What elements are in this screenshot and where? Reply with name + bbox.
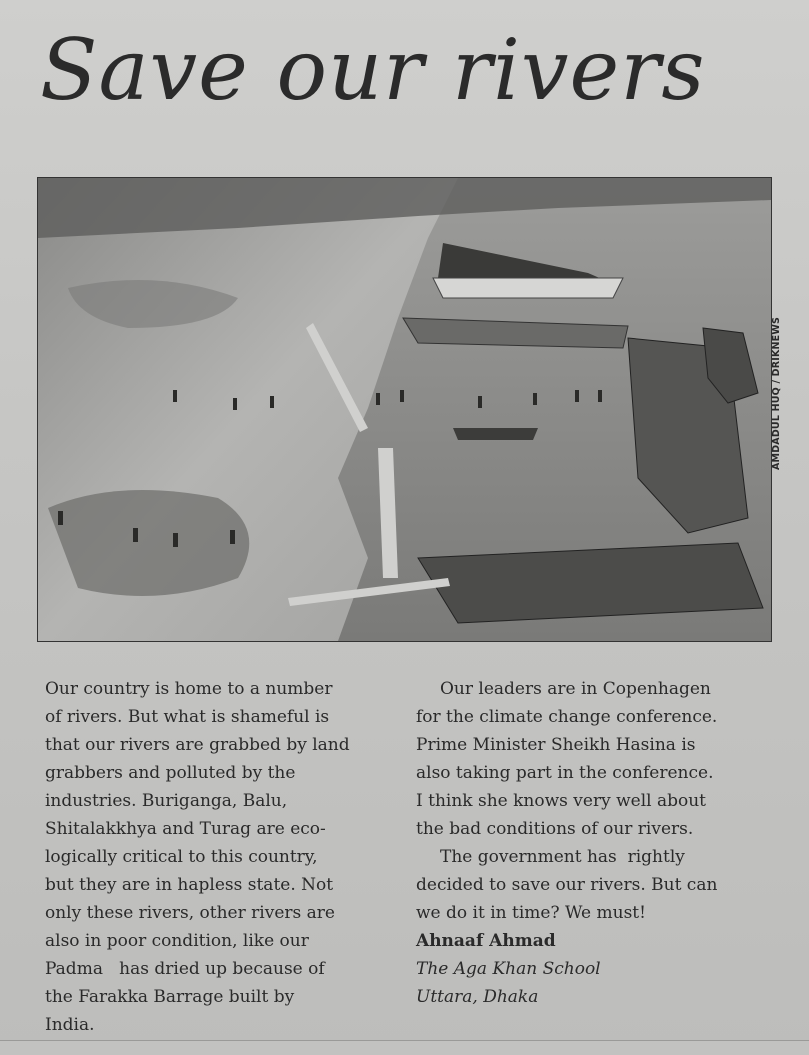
letter-line: we do it in time? We must! xyxy=(416,903,646,923)
river-photo xyxy=(37,177,772,642)
letter-line: Shitalakkhya and Turag are eco- xyxy=(45,819,326,839)
letter-line: Our leaders are in Copenhagen xyxy=(440,679,711,699)
letter-line: also taking part in the conference. xyxy=(416,763,714,783)
page-bottom-edge xyxy=(0,1040,809,1055)
small-boat xyxy=(453,428,538,440)
boat-white xyxy=(433,278,623,298)
letter-line: grabbers and polluted by the xyxy=(45,763,296,783)
author-location: Uttara, Dhaka xyxy=(416,987,539,1007)
letter-line: that our rivers are grabbed by land xyxy=(45,735,350,755)
letter-line: Padma has dried up because of xyxy=(45,959,325,979)
letter-line: also in poor condition, like our xyxy=(45,931,309,951)
author-school: The Aga Khan School xyxy=(416,959,601,979)
letter-line: I think she knows very well about xyxy=(416,791,707,811)
letter-line: the bad conditions of our rivers. xyxy=(416,819,694,839)
photo-credit: AMDADUL HUQ / DRIKNEWS xyxy=(771,316,782,470)
river-photo-illustration xyxy=(38,178,771,641)
letter-line: Our country is home to a number xyxy=(45,679,333,699)
letter-line: but they are in hapless state. Not xyxy=(45,875,334,895)
letter-line: India. xyxy=(45,1015,95,1035)
letter-line: only these rivers, other rivers are xyxy=(45,903,335,923)
letter-right-column xyxy=(416,675,766,1011)
letter-line: decided to save our rivers. But can xyxy=(416,875,718,895)
letter-line: the Farakka Barrage built by xyxy=(45,987,295,1007)
author-name: Ahnaaf Ahmad xyxy=(416,931,556,951)
letter-line: logically critical to this country, xyxy=(45,847,318,867)
letter-line: industries. Buriganga, Balu, xyxy=(45,791,288,811)
headline: Save our rivers xyxy=(40,21,706,119)
letter-line: of rivers. But what is shameful is xyxy=(45,707,330,727)
letter-line: The government has rightly xyxy=(440,847,685,867)
letter-line: for the climate change conference. xyxy=(416,707,718,727)
dug-pit xyxy=(48,490,249,596)
letter-left-column xyxy=(45,675,395,1039)
letter-line: Prime Minister Sheikh Hasina is xyxy=(416,735,696,755)
